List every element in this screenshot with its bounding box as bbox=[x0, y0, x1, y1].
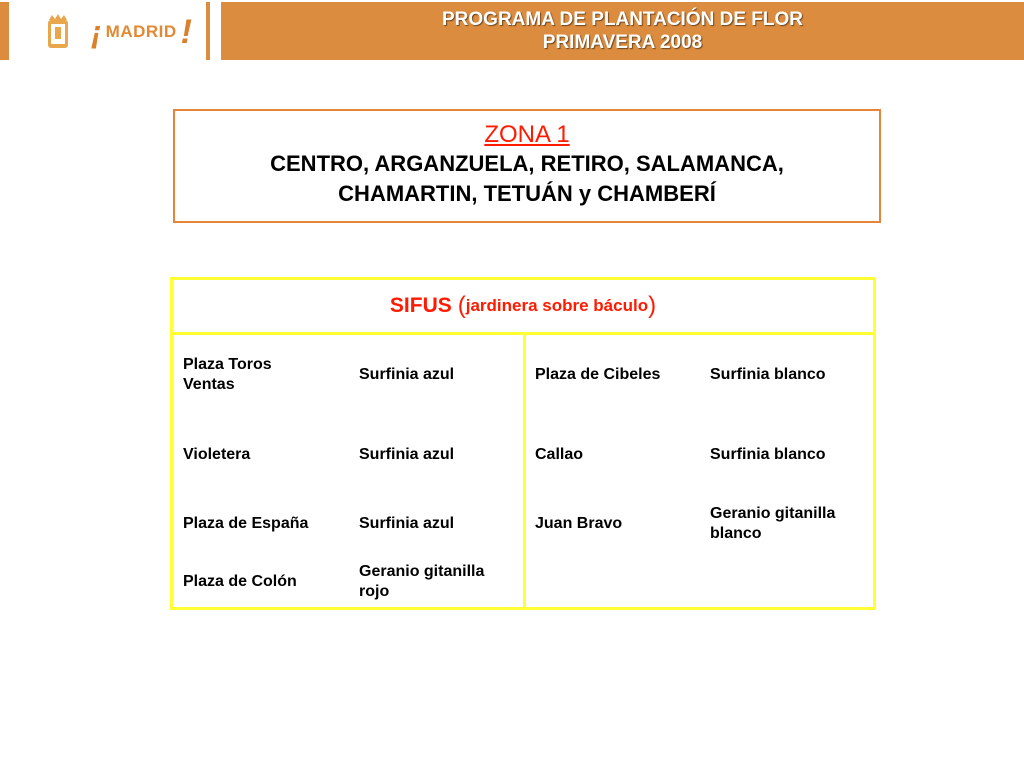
table-cell-flower: Surfinia azul bbox=[359, 446, 455, 463]
zone-districts-line1: CENTRO, ARGANZUELA, RETIRO, SALAMANCA, bbox=[270, 151, 784, 176]
madrid-crest-icon bbox=[46, 14, 70, 52]
table-body bbox=[173, 335, 873, 607]
table-cell-place: Plaza de España bbox=[183, 515, 309, 532]
logo-wordmark bbox=[91, 12, 192, 52]
zone-title: ZONA 1 bbox=[484, 121, 570, 148]
planting-table bbox=[170, 277, 876, 610]
table-cell-place: Juan Bravo bbox=[535, 515, 623, 532]
table-cell-place: Plaza de Cibeles bbox=[535, 366, 661, 383]
zone-box bbox=[173, 109, 881, 223]
table-cell-flower: Surfinia azul bbox=[359, 515, 455, 532]
page-title-line1: PROGRAMA DE PLANTACIÓN DE FLOR bbox=[442, 9, 803, 30]
table-cell-flower: Geranio gitanilla blanco bbox=[710, 505, 836, 542]
table-heading-close-paren: ) bbox=[648, 292, 657, 319]
table-heading-open-paren: ( bbox=[457, 292, 466, 319]
table-cell-flower: Surfinia blanco bbox=[710, 366, 826, 383]
logo-word: MADRID bbox=[105, 22, 177, 41]
madrid-logo bbox=[9, 2, 206, 60]
logo-exclaim-close: ! bbox=[180, 13, 192, 51]
table-heading-sub: jardinera sobre báculo bbox=[465, 296, 649, 315]
table-cell-place: Violetera bbox=[183, 446, 251, 463]
table-cell-flower: Geranio gitanilla rojo bbox=[359, 563, 485, 600]
table-cell-place: Callao bbox=[535, 446, 584, 463]
table-cell-flower: Surfinia blanco bbox=[710, 446, 826, 463]
header-logo-band bbox=[0, 2, 210, 60]
table-heading-main: SIFUS bbox=[389, 294, 452, 317]
logo-exclaim-open: ¡ bbox=[91, 14, 102, 50]
page-title-line2: PRIMAVERA 2008 bbox=[542, 32, 703, 53]
column-divider bbox=[523, 335, 526, 607]
zone-districts-line2: CHAMARTIN, TETUÁN y CHAMBERÍ bbox=[338, 181, 716, 206]
table-heading bbox=[173, 280, 873, 335]
logo-word-wrap bbox=[104, 22, 179, 42]
table-cell-place: Plaza Toros Ventas bbox=[183, 356, 272, 393]
header-title-band bbox=[221, 2, 1024, 60]
table-cell-flower: Surfinia azul bbox=[359, 366, 455, 383]
table-cell-place: Plaza de Colón bbox=[183, 573, 297, 590]
page-title bbox=[221, 8, 1024, 54]
